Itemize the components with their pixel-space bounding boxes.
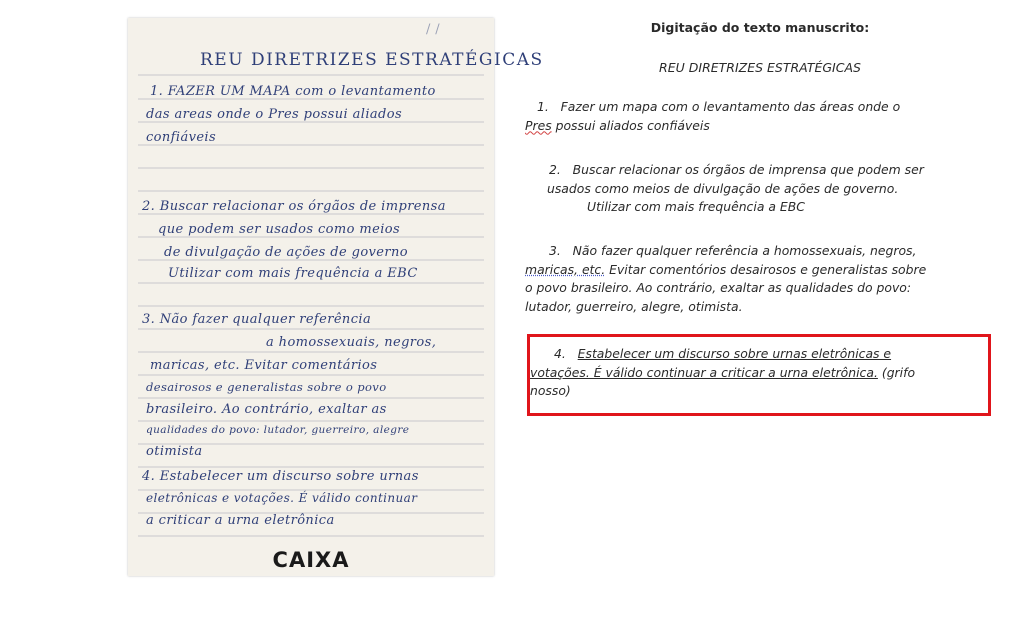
highlighted-text: Estabelecer um discurso sobre urnas eletrônicas e: [577, 346, 892, 361]
handwritten-line: 3. Não fazer qualquer referência: [142, 312, 372, 327]
transcription-heading: Digitação do texto manuscrito:: [650, 20, 870, 35]
handwritten-line: qualidades do povo: lutador, guerreiro, alegre: [146, 424, 410, 436]
handwritten-line: de divulgação de ações de governo: [164, 245, 409, 260]
handwritten-title: REU DIRETRIZES ESTRATÉGICAS: [200, 50, 544, 70]
paragraph-text: Evitar comentórios desairosos e generalistas sobre: [609, 261, 927, 277]
paragraph-text: o povo brasileiro. Ao contrário, exaltar as qualidades do povo:: [525, 280, 912, 295]
grifo-note: nosso): [530, 383, 571, 398]
handwritten-line: 1. FAZER UM MAPA com o levantamento: [150, 84, 436, 99]
paragraph-2: [525, 161, 980, 217]
handwritten-line: maricas, etc. Evitar comentários: [150, 358, 378, 373]
item-number: 1.: [537, 99, 549, 114]
handwritten-line: otimista: [146, 444, 203, 459]
handwritten-line: brasileiro. Ao contrário, exaltar as: [146, 402, 387, 417]
handwritten-line: a homossexuais, negros,: [266, 335, 437, 350]
handwritten-line: eletrônicas e votações. É válido continuar: [146, 491, 418, 505]
item-number: 2.: [549, 162, 561, 177]
handwritten-line: que podem ser usados como meios: [158, 222, 401, 237]
pres-word: Pres: [525, 117, 552, 133]
transcription-subtitle: REU DIRETRIZES ESTRATÉGICAS: [659, 60, 861, 75]
handwritten-line: 4. Estabelecer um discurso sobre urnas: [142, 469, 419, 484]
paragraph-text: lutador, guerreiro, alegre, otimista.: [525, 298, 743, 314]
handwritten-line: das areas onde o Pres possui aliados: [146, 107, 403, 122]
paragraph-3: [525, 242, 980, 316]
handwritten-line: confiáveis: [146, 130, 217, 145]
handwritten-line: 2. Buscar relacionar os órgãos de imprensa: [142, 199, 446, 214]
grifo-note: (grifo: [881, 364, 916, 380]
highlighted-text: votações. É válido continuar a criticar a urna eletrônica.: [530, 364, 878, 380]
paragraph-text: Buscar relacionar os órgãos de imprensa que podem ser: [572, 162, 924, 177]
item-number: 3.: [549, 243, 561, 258]
maricas-word: maricas, etc.: [525, 261, 606, 277]
paragraph-text: Fazer um mapa com o levantamento das áreas onde o: [560, 99, 901, 114]
item-number: 4.: [554, 346, 566, 361]
caixa-logo: CAIXA: [272, 548, 350, 572]
handwritten-line: desairosos e generalistas sobre o povo: [146, 380, 387, 394]
paragraph-text: usados como meios de divulgação de ações de governo.: [547, 180, 899, 196]
date-mark: / /: [426, 22, 441, 37]
handwritten-line: a criticar a urna eletrônica: [146, 513, 335, 528]
paragraph-text: Utilizar com mais frequência a EBC: [587, 199, 805, 214]
paragraph-text: possui aliados confiáveis: [555, 117, 710, 133]
handwritten-line: Utilizar com mais frequência a EBC: [168, 266, 418, 281]
paragraph-1: [525, 98, 980, 135]
handwritten-notepad-image: [128, 18, 544, 576]
paragraph-text: Não fazer qualquer referência a homossexuais, negros,: [572, 243, 917, 258]
red-highlight-box: [527, 334, 991, 416]
